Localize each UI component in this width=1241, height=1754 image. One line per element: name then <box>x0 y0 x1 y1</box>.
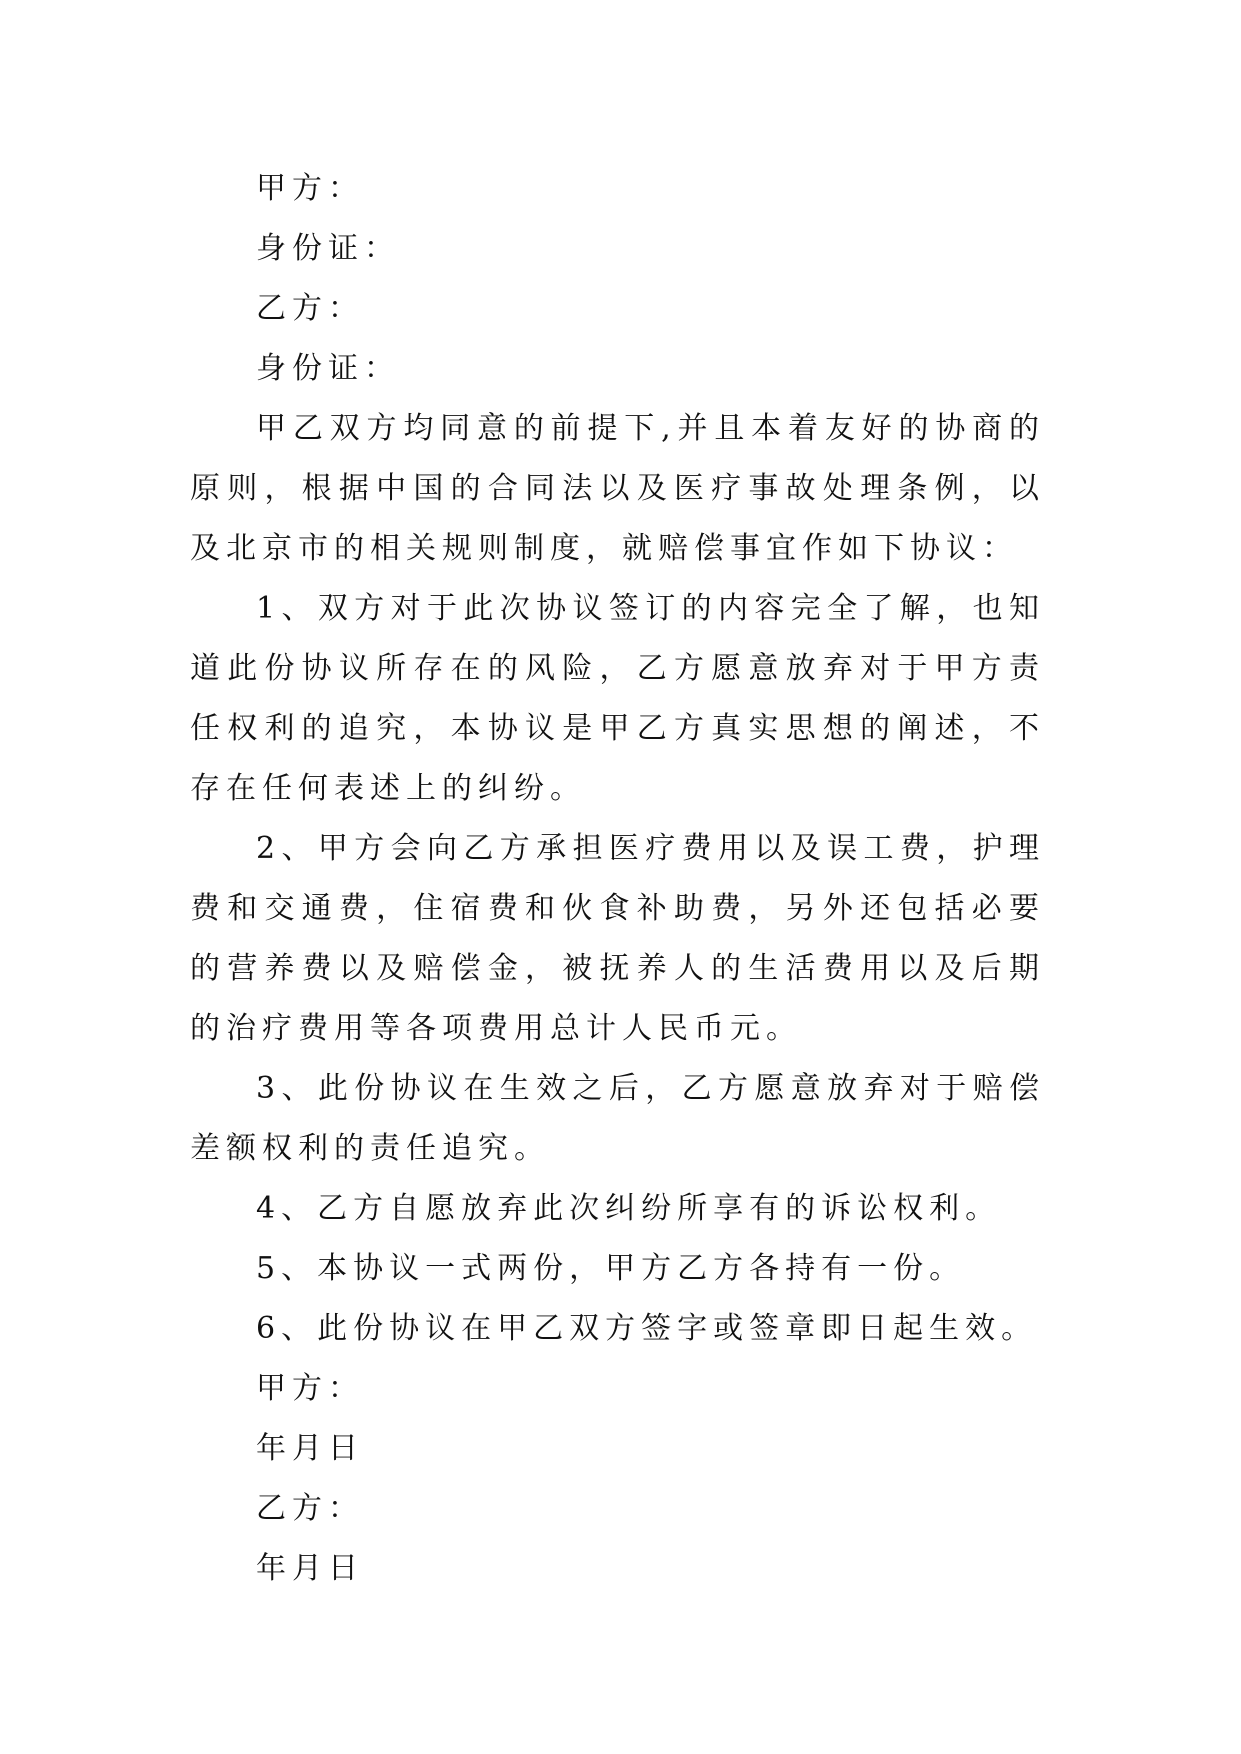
signature-party-b-date: 年月日 <box>256 1551 364 1586</box>
intro-paragraph: 甲乙双方均同意的前提下,并且本着友好的协商的原则，根据中国的合同法以及医疗事故处理条例，以及北京市的相关规则制度，就赔偿事宜作如下协议： <box>190 411 1045 566</box>
signature-party-b-label: 乙方： <box>256 1491 364 1526</box>
clause-1: 1、双方对于此次协议签订的内容完全了解，也知道此份协议所存在的风险，乙方愿意放弃对于甲方责任权利的追究，本协议是甲乙方真实思想的阐述，不存在任何表述上的纠纷。 <box>190 591 1045 806</box>
signature-party-a-date: 年月日 <box>256 1431 364 1466</box>
party-b-label: 乙方： <box>256 291 364 326</box>
party-a-label: 甲方： <box>256 171 364 206</box>
clause-2: 2、甲方会向乙方承担医疗费用以及误工费，护理费和交通费，住宿费和伙食补助费，另外还包括必要的营养费以及赔偿金，被抚养人的生活费用以及后期的治疗费用等各项费用总计人民币元。 <box>190 831 1045 1046</box>
signature-party-a-label: 甲方： <box>256 1371 364 1406</box>
document-page <box>190 159 1045 1599</box>
clause-5: 5、本协议一式两份，甲方乙方各持有一份。 <box>256 1251 966 1286</box>
party-b-id-label: 身份证： <box>256 351 400 386</box>
clause-3: 3、此份协议在生效之后，乙方愿意放弃对于赔偿差额权利的责任追究。 <box>190 1071 1045 1166</box>
clause-4: 4、乙方自愿放弃此次纠纷所享有的诉讼权利。 <box>256 1191 1002 1226</box>
clause-6: 6、此份协议在甲乙双方签字或签章即日起生效。 <box>256 1311 1038 1346</box>
party-a-id-label: 身份证： <box>256 231 400 266</box>
